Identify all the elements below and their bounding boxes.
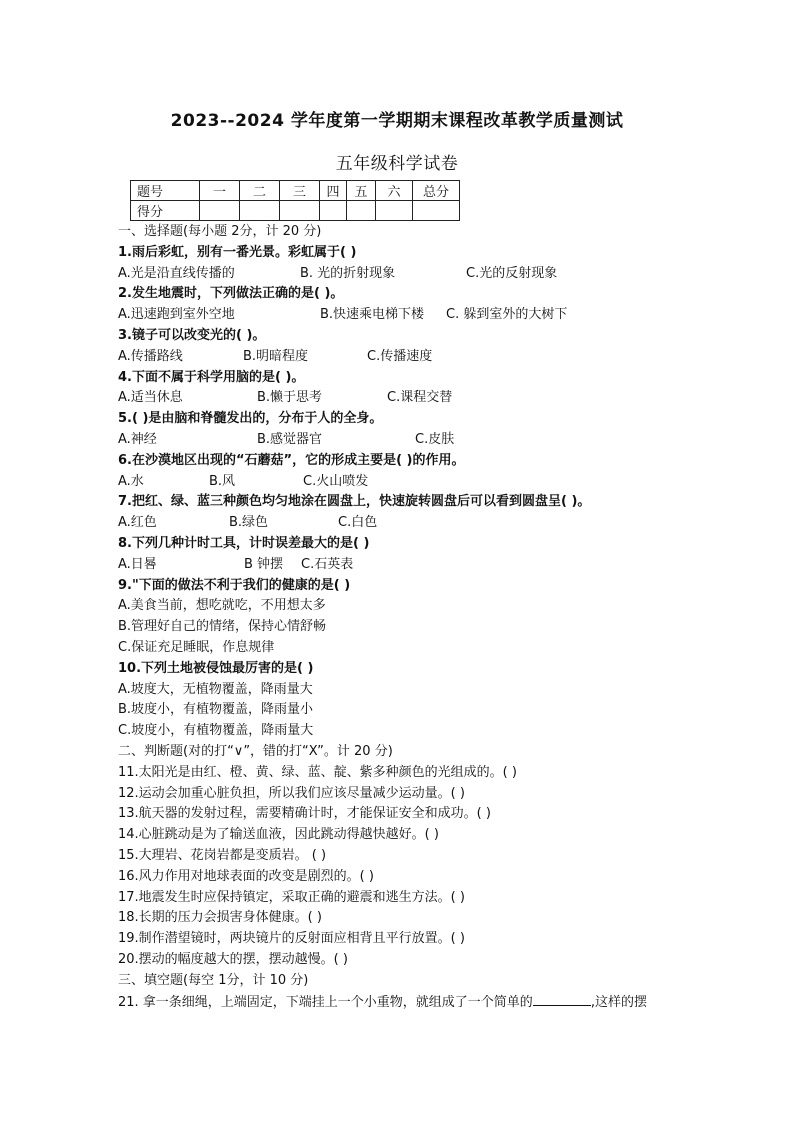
question-stem: 4.下面不属于科学用脑的是( )。 (118, 369, 305, 385)
question-options (118, 388, 688, 409)
option-b: B.快速乘电梯下楼 (320, 307, 425, 323)
score-input-cell[interactable] (347, 201, 376, 221)
question-stem: 8.下列几种计时工具，计时误差最大的是( ) (118, 535, 370, 551)
question-options (118, 305, 688, 326)
option-c: C.皮肤 (415, 431, 455, 447)
question-stem: 1.雨后彩虹，别有一番光景。彩虹属于( ) (118, 244, 357, 260)
option-b: B.坡度小，有植物覆盖，降雨量小 (118, 702, 314, 718)
option-a: A.神经 (118, 431, 157, 447)
score-table (130, 180, 460, 221)
option-b: B.风 (209, 473, 236, 489)
fill-item (118, 991, 688, 1012)
score-cell: 六 (376, 181, 413, 201)
judge-item: 18.长期的压力会损害身体健康。( ) (118, 910, 322, 926)
judge-item: 15.大理岩、花岗岩都是变质岩。 ( ) (118, 847, 327, 863)
judge-item: 14.心脏跳动是为了输送血液，因此跳动得越快越好。( ) (118, 827, 439, 843)
exam-subtitle: 五年级科学试卷 (335, 154, 459, 174)
option-a: A.美食当前，想吃就吃，不用想太多 (118, 598, 326, 614)
option-a: A.坡度大，无植物覆盖，降雨量大 (118, 681, 313, 697)
score-input-cell[interactable] (320, 201, 347, 221)
question-options (118, 430, 688, 451)
judge-item: 12.运动会加重心脏负担，所以我们应该尽量减少运动量。( ) (118, 785, 465, 801)
exam-content (118, 222, 688, 1012)
question-stem: 7.把红、绿、蓝三种颜色均匀地涂在圆盘上，快速旋转圆盘后可以看到圆盘呈( )。 (118, 494, 591, 510)
judge-item: 16.风力作用对地球表面的改变是剧烈的。( ) (118, 868, 374, 884)
score-input-cell[interactable] (240, 201, 280, 221)
judge-item: 19.制作潜望镜时，两块镜片的反射面应相背且平行放置。( ) (118, 931, 465, 947)
score-cell: 二 (240, 181, 280, 201)
option-a: A.迅速跑到室外空地 (118, 307, 235, 323)
score-table-header-row (131, 181, 460, 201)
option-a: A.日晷 (118, 556, 157, 572)
question-stem: 10.下列土地被侵蚀最厉害的是( ) (118, 660, 314, 676)
section-heading: 三、填空题(每空 1分，计 10 分) (118, 972, 309, 988)
option-b: B.懒于思考 (257, 390, 323, 406)
option-b: B.感觉器官 (257, 431, 323, 447)
option-b: B.管理好自己的情绪，保持心情舒畅 (118, 619, 327, 635)
option-a: A.红色 (118, 515, 157, 531)
judge-item: 13.航天器的发射过程，需要精确计时，才能保证安全和成功。( ) (118, 806, 491, 822)
score-cell: 总分 (413, 181, 460, 201)
option-a: A.光是沿直线传播的 (118, 265, 235, 281)
score-cell: 五 (347, 181, 376, 201)
question-options (118, 264, 688, 285)
judge-item: 17.地震发生时应保持镇定，采取正确的避震和逃生方法。( ) (118, 889, 465, 905)
score-input-cell[interactable] (413, 201, 460, 221)
question-options (118, 347, 688, 368)
score-cell: 三 (280, 181, 320, 201)
option-a: A.适当休息 (118, 390, 183, 406)
option-a: A.传播路线 (118, 348, 183, 364)
option-a: A.水 (118, 473, 144, 489)
option-c: C.光的反射现象 (466, 265, 558, 281)
score-input-cell[interactable] (200, 201, 240, 221)
option-b: B.绿色 (229, 515, 269, 531)
section-heading: 一、选择题(每小题 2分，计 20 分) (118, 224, 322, 239)
option-b: B 钟摆 (244, 556, 284, 572)
score-table-score-row (131, 201, 460, 221)
section-heading: 二、判断题(对的打“∨”，错的打“X”。计 20 分) (118, 743, 393, 759)
question-stem: 2.发生地震时，下列做法正确的是( )。 (118, 286, 344, 302)
question-options (118, 513, 688, 534)
option-c: C.传播速度 (367, 348, 433, 364)
option-b: B.明暗程度 (243, 348, 309, 364)
judge-item: 20.摆动的幅度越大的摆，摆动越慢。( ) (118, 951, 348, 967)
option-c: C.白色 (338, 515, 378, 531)
score-cell: 一 (200, 181, 240, 201)
question-options (118, 472, 688, 493)
fill-item-text: 21. 拿一条细绳，上端固定，下端挂上一个小重物，就组成了一个简单的 (118, 995, 533, 1011)
question-stem: 9."下面的做法不利于我们的健康的是( ) (118, 577, 351, 593)
score-cell: 四 (320, 181, 347, 201)
score-input-cell[interactable] (280, 201, 320, 221)
score-cell-label: 题号 (131, 181, 200, 201)
question-options (118, 555, 688, 576)
question-stem: 6.在沙漠地区出现的“石蘑菇”，它的形成主要是( )的作用。 (118, 452, 465, 468)
score-cell-label: 得分 (131, 201, 200, 221)
option-c: C.保证充足睡眠，作息规律 (118, 639, 275, 655)
option-c: C.课程交替 (387, 390, 453, 406)
option-c: C.石英表 (301, 556, 354, 572)
fill-item-text-after: ,这样的摆 (590, 995, 647, 1011)
judge-item: 11.太阳光是由红、橙、黄、绿、蓝、靛、紫多种颜色的光组成的。( ) (118, 764, 517, 780)
option-c: C.坡度小，有植物覆盖，降雨量大 (118, 723, 314, 739)
option-c: C. 躲到室外的大树下 (446, 307, 568, 323)
fill-blank[interactable] (533, 991, 591, 1006)
question-stem: 5.( )是由脑和脊髓发出的，分布于人的全身。 (118, 411, 383, 427)
option-b: B. 光的折射现象 (300, 265, 396, 281)
question-stem: 3.镜子可以改变光的( )。 (118, 327, 266, 343)
exam-title: 2023--2024 学年度第一学期期末课程改革教学质量测试 (170, 111, 624, 131)
option-c: C.火山喷发 (303, 473, 369, 489)
score-input-cell[interactable] (376, 201, 413, 221)
